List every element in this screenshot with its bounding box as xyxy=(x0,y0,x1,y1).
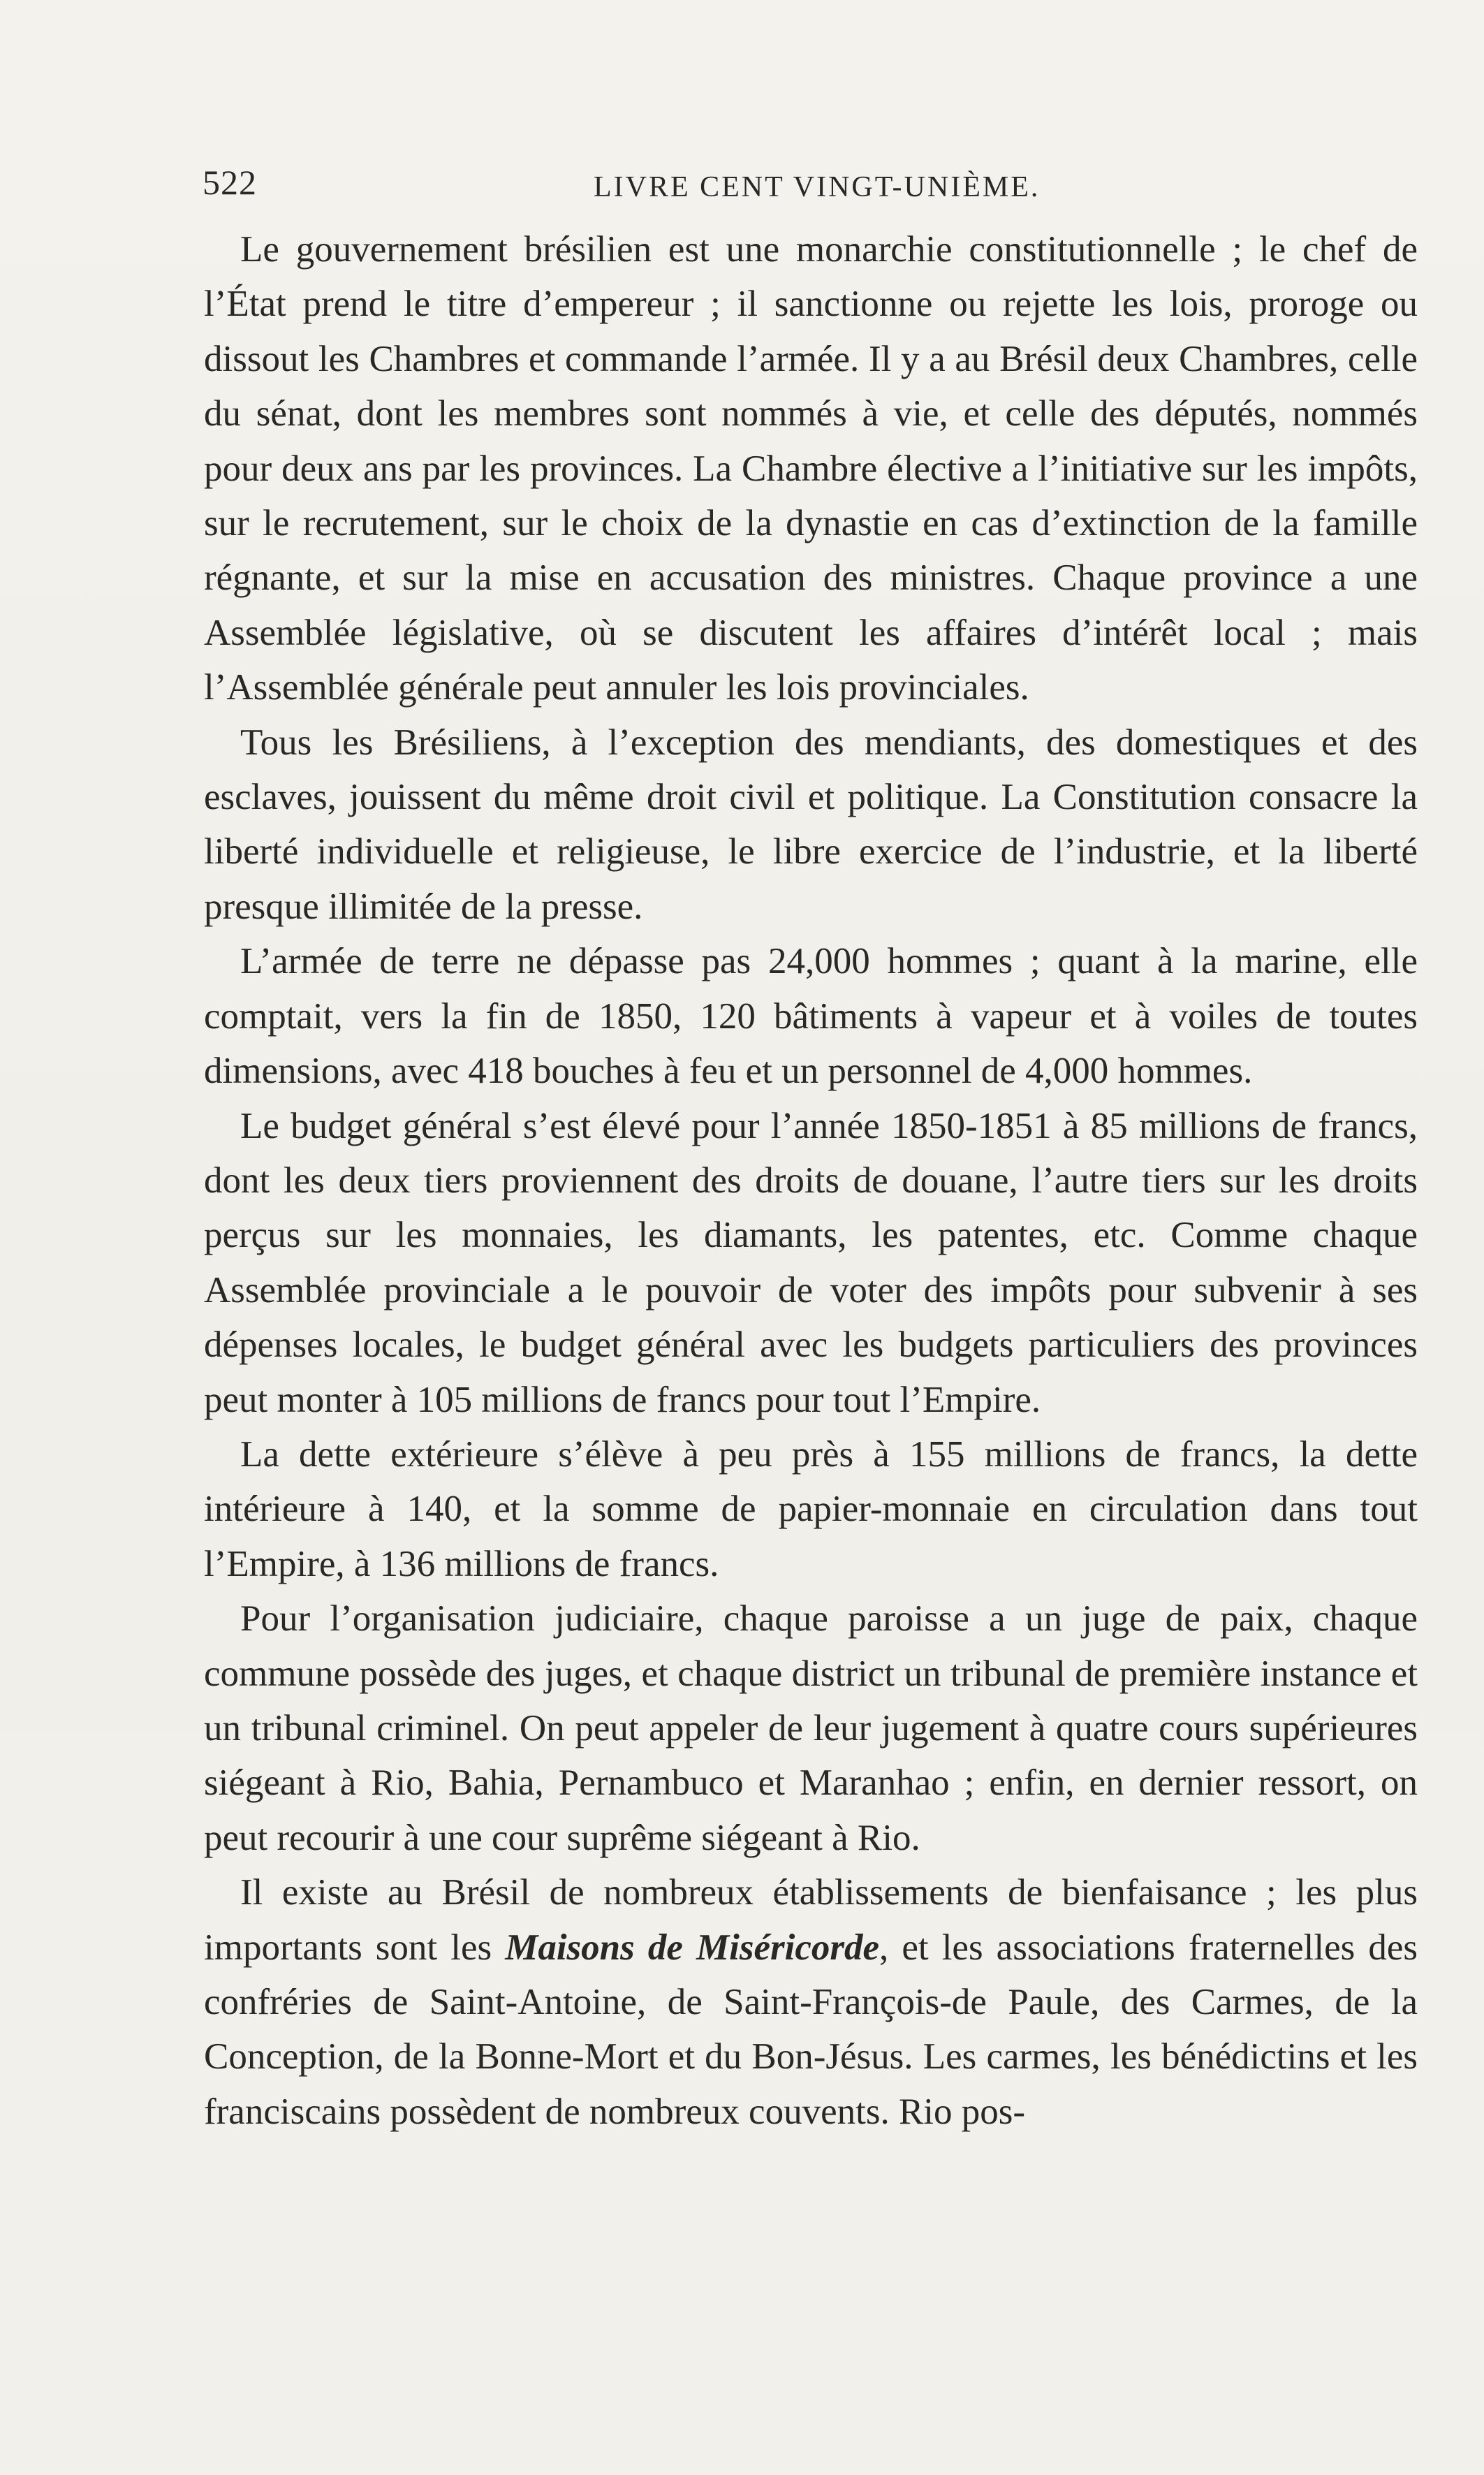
running-head xyxy=(203,162,1418,211)
paragraph-citizens: Tous les Brésiliens, à l’exception des mendiants, des domestiques et des esclaves, jouissent du même droit civil et politique. La Constitution consacre la liberté individuelle et religieuse, le libre exercice de l’industrie, et la liberté presque illimitée de la presse. xyxy=(204,722,1418,927)
page-number: 522 xyxy=(203,163,257,202)
paragraph-debt: La dette extérieure s’élève à peu près à 155 millions de francs, la dette intérieure à 140, et la somme de papier-monnaie en circulation dans tout l’Empire, à 136 millions de francs. xyxy=(204,1433,1418,1584)
paragraph-charity xyxy=(204,1865,1418,2139)
paragraph-charity-after: , et les associations fraternelles des confréries de Saint-Antoine, de Saint-François-de Paule, des Carmes, de la Conception, de la Bonne-Mort et du Bon-Jésus. Les carmes, les bénédictins et les franciscains possèdent de nombreux couvents. Rio pos- xyxy=(204,1927,1418,2132)
paragraph-judiciary: Pour l’organisation judiciaire, chaque paroisse a un juge de paix, chaque commune possède des juges, et chaque district un tribunal de première instance et un tribunal criminel. On peut appeler de leur jugement à quatre cours supérieures siégeant à Rio, Bahia, Pernambuco et Maranhao ; enfin, en dernier ressort, on peut recourir à une cour suprême siégeant à Rio. xyxy=(204,1598,1418,1858)
paragraph-army: L’armée de terre ne dépasse pas 24,000 hommes ; quant à la marine, elle comptait, vers la fin de 1850, 120 bâtiments à vapeur et à voiles de toutes dimensions, avec 418 bouches à feu et un personnel de 4,000 hommes. xyxy=(204,941,1418,1092)
paragraph-budget: Le budget général s’est élevé pour l’année 1850-1851 à 85 millions de francs, dont les deux tiers proviennent des droits de douane, l’autre tiers sur les droits perçus sur les monnaies, les diamants, les patentes, etc. Comme chaque Assemblée provinciale a le pouvoir de voter des impôts pour subvenir à ses dépenses locales, le budget général avec les budgets particuliers des provinces peut monter à 105 millions de francs pour tout l’Empire. xyxy=(204,1105,1418,1420)
running-title: LIVRE CENT VINGT-UNIÈME. xyxy=(594,171,1041,203)
paragraph-government: Le gouvernement brésilien est une monarchie constitutionnelle ; le chef de l’État prend le titre d’empereur ; il sanctionne ou rejette les lois, proroge ou dissout les Chambres et commande l’armée. Il y a au Brésil deux Chambres, celle du sénat, dont les membres sont nommés à vie, et celle des députés, nommés pour deux ans par les provinces. La Chambre élective a l’initiative sur les impôts, sur le recrutement, sur le choix de la dynastie en cas d’extinction de la famille régnante, et sur la mise en accusation des ministres. Chaque province a une Assemblée législative, où se discutent les affaires d’intérêt local ; mais l’Assemblée générale peut annuler les lois provinciales. xyxy=(204,229,1418,708)
paragraph-charity-before: Il existe au Brésil de nombreux établissements de bienfaisance ; les plus importants sont les xyxy=(204,1872,1418,1968)
paragraph-charity-emphasis: Maisons de Miséricorde xyxy=(505,1927,880,1968)
body-text xyxy=(204,222,1418,2139)
